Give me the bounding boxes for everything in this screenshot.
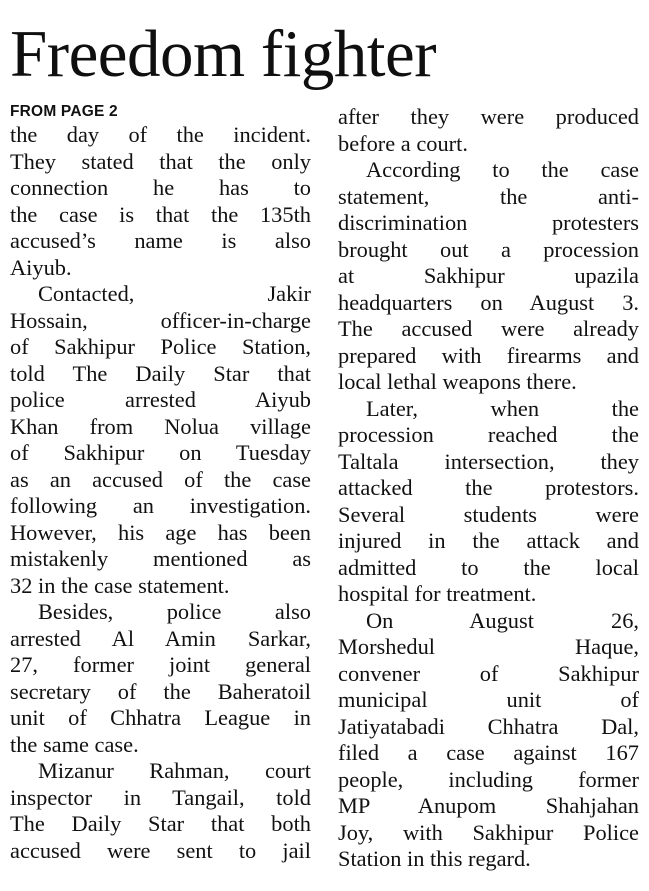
text-line: headquarters on August 3. bbox=[338, 289, 639, 315]
text-line: at Sakhipur upazila bbox=[338, 263, 639, 288]
text-line: discrimination protesters bbox=[338, 210, 639, 235]
text-line: of Sakhipur on Tuesday bbox=[10, 440, 311, 465]
text-line: mistakenly mentioned as bbox=[10, 546, 311, 571]
text-line: arrested Al Amin Sarkar, bbox=[10, 625, 311, 651]
text-line: MP Anupom Shahjahan bbox=[338, 793, 639, 818]
text-line: Contacted, Jakir bbox=[38, 281, 311, 306]
text-line: 32 in the case statement. bbox=[10, 572, 230, 598]
text-line: 27, former joint general bbox=[10, 652, 311, 677]
text-line: brought out a procession bbox=[338, 236, 639, 262]
text-line: Taltala intersection, they bbox=[338, 448, 639, 474]
text-line: of Sakhipur Police Station, bbox=[10, 334, 311, 359]
text-line: as an accused of the case bbox=[10, 466, 311, 492]
text-line: Station in this regard. bbox=[338, 846, 531, 871]
text-line: According to the case bbox=[366, 157, 639, 182]
text-line: people, including former bbox=[338, 766, 639, 792]
text-line: Joy, with Sakhipur Police bbox=[338, 819, 639, 845]
text-line: following an investigation. bbox=[10, 493, 311, 518]
text-line: The accused were already bbox=[338, 316, 639, 341]
text-line: Morshedul Haque, bbox=[338, 634, 639, 659]
headline: Freedom fighter bbox=[10, 17, 437, 91]
text-line: filed a case against 167 bbox=[338, 740, 639, 765]
text-line: procession reached the bbox=[338, 422, 639, 447]
text-line: accused’s name is also bbox=[10, 228, 311, 253]
text-line: the day of the incident. bbox=[10, 122, 311, 147]
text-line: told The Daily Star that bbox=[10, 360, 311, 386]
text-line: before a court. bbox=[338, 130, 468, 156]
text-line: inspector in Tangail, told bbox=[10, 784, 311, 810]
text-line: unit of Chhatra League in bbox=[10, 705, 311, 730]
text-line: after they were produced bbox=[338, 104, 639, 129]
text-line: The Daily Star that both bbox=[10, 811, 311, 836]
text-line: accused were sent to jail bbox=[10, 837, 311, 863]
text-line: municipal unit of bbox=[338, 687, 639, 712]
text-line: connection he has to bbox=[10, 175, 311, 200]
text-line: the case is that the 135th bbox=[10, 201, 311, 227]
text-line: Several students were bbox=[338, 501, 639, 527]
text-line: Aiyub. bbox=[10, 254, 72, 280]
jump-label: FROM PAGE 2 bbox=[10, 103, 118, 120]
text-line: the same case. bbox=[10, 731, 139, 757]
article-column-right bbox=[338, 104, 639, 873]
text-line: statement, the anti- bbox=[338, 183, 639, 209]
text-line: Hossain, officer-in-charge bbox=[10, 307, 311, 333]
text-line: prepared with firearms and bbox=[338, 342, 639, 368]
text-line: injured in the attack and bbox=[338, 528, 639, 553]
text-line: They stated that the only bbox=[10, 148, 311, 174]
text-line: Mizanur Rahman, court bbox=[38, 758, 311, 783]
text-line: convener of Sakhipur bbox=[338, 660, 639, 686]
text-line: Khan from Nolua village bbox=[10, 413, 311, 439]
article-column-left bbox=[10, 102, 311, 864]
text-line: local lethal weapons there. bbox=[338, 369, 577, 394]
text-line: Later, when the bbox=[366, 395, 639, 421]
text-line: Besides, police also bbox=[38, 599, 311, 624]
text-line: Jatiyatabadi Chhatra Dal, bbox=[338, 713, 639, 739]
text-line: However, his age has been bbox=[10, 519, 311, 545]
text-line: On August 26, bbox=[366, 607, 639, 633]
text-line: police arrested Aiyub bbox=[10, 387, 311, 412]
text-line: attacked the protestors. bbox=[338, 475, 639, 500]
text-line: secretary of the Baheratoil bbox=[10, 678, 311, 704]
text-line: hospital for treatment. bbox=[338, 581, 537, 606]
text-line: admitted to the local bbox=[338, 554, 639, 580]
